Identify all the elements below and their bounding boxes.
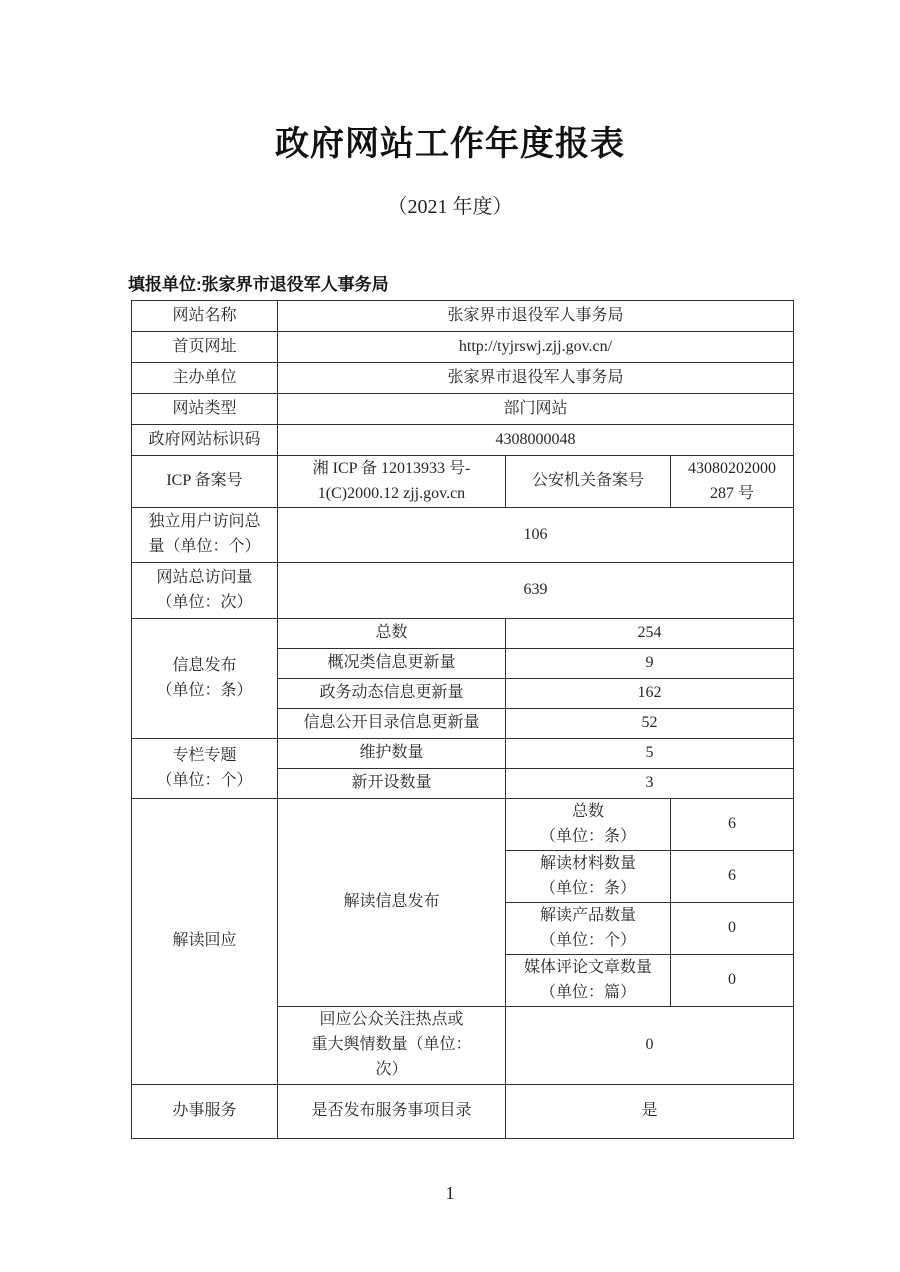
homepage-url-label: 首页网址 — [132, 332, 278, 363]
homepage-url-value: http://tyjrswj.zjj.gov.cn/ — [278, 332, 794, 363]
info-directory-label: 信息公开目录信息更新量 — [278, 709, 506, 739]
row-interp-total — [132, 799, 794, 851]
hotspot-response-value: 0 — [506, 1007, 794, 1085]
security-record-line1: 43080202000 — [688, 459, 776, 477]
page-number: 1 — [445, 1183, 455, 1203]
icp-value-line1: 湘 ICP 备 12013933 号- — [312, 459, 471, 477]
interp-media-value: 0 — [671, 955, 794, 1007]
row-site-type — [132, 394, 794, 425]
site-code-label: 政府网站标识码 — [132, 425, 278, 456]
organizer-label: 主办单位 — [132, 363, 278, 394]
row-info-total — [132, 619, 794, 649]
interp-media-label — [506, 955, 671, 1007]
interp-products-label-line2: （单位：个） — [539, 931, 636, 949]
security-record-value — [671, 456, 794, 508]
interp-materials-label-line2: （单位：条） — [539, 879, 636, 897]
hotspot-label-line1: 回应公众关注热点或 — [319, 1011, 464, 1029]
interpretation-label: 解读回应 — [132, 799, 278, 1085]
interp-products-label — [506, 903, 671, 955]
info-publish-label-line2: （单位：条） — [156, 681, 253, 699]
site-code-value: 4308000048 — [278, 425, 794, 456]
site-type-value: 部门网站 — [278, 394, 794, 425]
interp-materials-label — [506, 851, 671, 903]
interp-media-label-line1: 媒体评论文章数量 — [523, 958, 652, 976]
interp-total-label-line2: （单位：条） — [539, 827, 636, 845]
services-label: 办事服务 — [132, 1085, 278, 1139]
info-directory-value: 52 — [506, 709, 794, 739]
info-overview-value: 9 — [506, 649, 794, 679]
site-type-label: 网站类型 — [132, 394, 278, 425]
info-publish-label — [132, 619, 278, 739]
interp-total-label — [506, 799, 671, 851]
info-overview-label: 概况类信息更新量 — [278, 649, 506, 679]
interp-total-value: 6 — [671, 799, 794, 851]
columns-topics-label-line1: 专栏专题 — [172, 746, 237, 764]
hotspot-label-line2: 重大舆情数量（单位： — [311, 1036, 472, 1054]
total-visits-label-line1: 网站总访问量 — [156, 568, 253, 586]
report-title: 政府网站工作年度报表 — [275, 125, 625, 163]
interp-materials-value: 6 — [671, 851, 794, 903]
interpretation-publish-label: 解读信息发布 — [278, 799, 506, 1007]
annual-report-table — [131, 300, 794, 1139]
unique-visitors-label-line1: 独立用户访问总 — [148, 513, 261, 531]
services-directory-value: 是 — [506, 1085, 794, 1139]
organizer-value: 张家界市退役军人事务局 — [278, 363, 794, 394]
info-total-value: 254 — [506, 619, 794, 649]
site-name-value: 张家界市退役军人事务局 — [278, 301, 794, 332]
unique-visitors-label-line2: 量（单位：个） — [148, 538, 261, 555]
total-visits-value: 639 — [278, 563, 794, 619]
services-directory-label: 是否发布服务事项目录 — [278, 1085, 506, 1139]
topics-maintained-value: 5 — [506, 739, 794, 769]
info-gov-news-label: 政务动态信息更新量 — [278, 679, 506, 709]
columns-topics-label — [132, 739, 278, 799]
security-record-label: 公安机关备案号 — [506, 456, 671, 508]
row-icp — [132, 456, 794, 508]
hotspot-label-line3: 次） — [375, 1060, 408, 1078]
icp-value — [278, 456, 506, 508]
unique-visitors-label — [132, 508, 278, 563]
reporting-unit: 填报单位:张家界市退役军人事务局 — [128, 275, 389, 294]
topics-new-value: 3 — [506, 769, 794, 799]
hotspot-response-label — [278, 1007, 506, 1085]
unique-visitors-value: 106 — [278, 508, 794, 563]
row-total-visits — [132, 563, 794, 619]
row-services — [132, 1085, 794, 1139]
interp-products-label-line1: 解读产品数量 — [539, 906, 636, 924]
security-record-line2: 287 号 — [709, 484, 754, 502]
interp-products-value: 0 — [671, 903, 794, 955]
interp-materials-label-line1: 解读材料数量 — [539, 854, 636, 872]
total-visits-label — [132, 563, 278, 619]
interp-media-label-line2: （单位：篇） — [539, 983, 636, 1001]
topics-new-label: 新开设数量 — [278, 769, 506, 799]
row-site-code — [132, 425, 794, 456]
row-topics-maintained — [132, 739, 794, 769]
icp-value-line2: 1(C)2000.12 zjj.gov.cn — [317, 484, 466, 502]
icp-label: ICP 备案号 — [132, 456, 278, 508]
report-year-subtitle: （2021 年度） — [387, 196, 513, 218]
row-site-name — [132, 301, 794, 332]
columns-topics-label-line2: （单位：个） — [156, 771, 253, 789]
row-organizer — [132, 363, 794, 394]
row-homepage-url — [132, 332, 794, 363]
interp-total-label-line1: 总数 — [571, 802, 604, 820]
row-unique-visitors — [132, 508, 794, 563]
info-gov-news-value: 162 — [506, 679, 794, 709]
site-name-label: 网站名称 — [132, 301, 278, 332]
topics-maintained-label: 维护数量 — [278, 739, 506, 769]
total-visits-label-line2: （单位：次） — [156, 593, 253, 611]
info-publish-label-line1: 信息发布 — [172, 656, 237, 674]
info-total-label: 总数 — [278, 619, 506, 649]
